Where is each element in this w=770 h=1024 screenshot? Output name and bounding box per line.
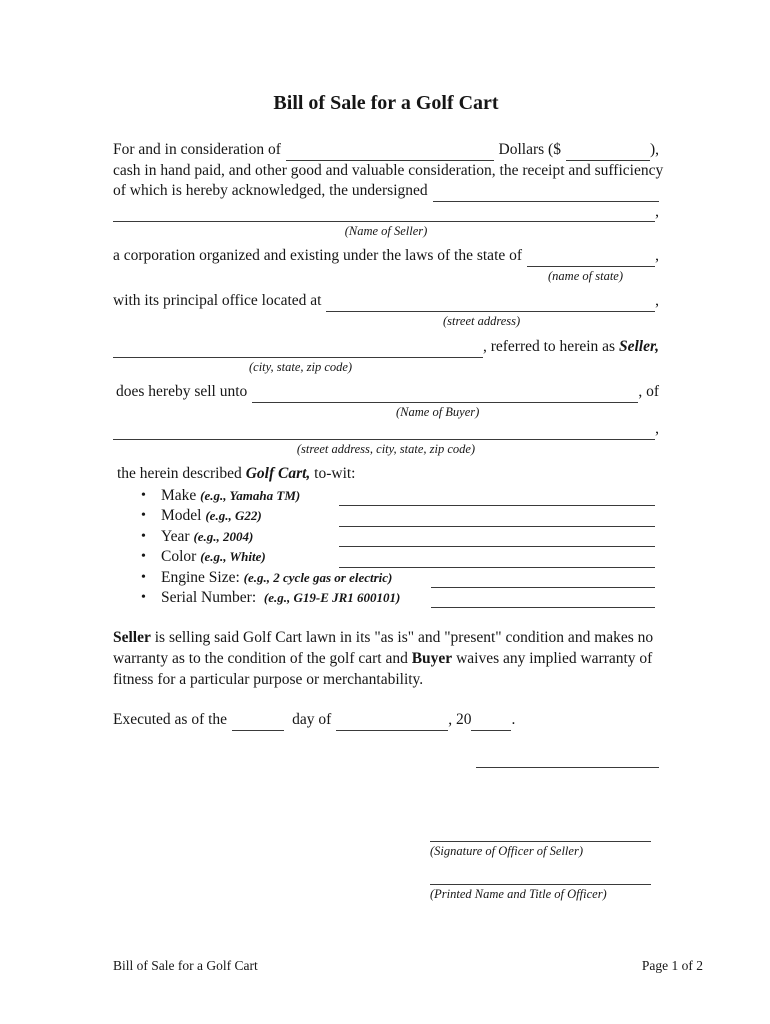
item-example: (e.g., 2004): [193, 528, 254, 544]
buyer-term: Buyer: [411, 650, 453, 667]
model-blank: [339, 522, 655, 527]
golf-cart-term: Golf Cart,: [245, 465, 311, 482]
year-prefix: , 20: [448, 711, 472, 728]
item-example: (e.g., Yamaha TM): [200, 487, 301, 503]
sale-section: [113, 382, 659, 420]
seller-name-line: [113, 202, 659, 223]
warranty-text-1: is selling said Golf Cart lawn in its "as is" and "present" condition and makes no warranty as to the condition of the golf cart and: [113, 629, 654, 667]
page-title: Bill of Sale for a Golf Cart: [273, 92, 499, 114]
document-content: [113, 0, 664, 1024]
described-pre: the herein described: [117, 465, 246, 482]
buyer-address-blank: [113, 435, 655, 440]
of-suffix: , of: [638, 383, 659, 400]
warranty-paragraph: [113, 627, 659, 690]
bullet-icon: [141, 567, 161, 588]
day-of-text: day of: [292, 711, 332, 728]
officer-name-caption: (Printed Name and Title of Officer): [430, 887, 607, 901]
officer-signature-blank: [430, 832, 651, 842]
list-item-color: [113, 547, 659, 567]
month-blank: [336, 726, 448, 731]
comma: ,: [655, 247, 659, 264]
bullet-icon: [141, 546, 161, 567]
item-name: Model: [161, 507, 206, 525]
buyer-line: [113, 382, 659, 403]
comma: ,: [655, 292, 659, 309]
item-example: (e.g., G19-E JR1 600101): [263, 589, 401, 605]
item-name: Color: [161, 548, 201, 566]
referred-text: , referred to herein as: [482, 338, 619, 355]
undersigned-line: [113, 181, 659, 202]
office-line: [113, 291, 659, 312]
street-address-caption: (street address): [443, 313, 521, 328]
item-name: Year: [161, 527, 194, 545]
sell-unto-text: does hereby sell unto: [116, 383, 248, 400]
undersigned-text: of which is hereby acknowledged, the undersigned: [113, 182, 428, 200]
item-label: [161, 506, 339, 526]
day-blank: [232, 726, 284, 731]
seller-name-caption: (Name of Seller): [344, 224, 428, 239]
list-item-model: [113, 506, 659, 526]
year-blank: [339, 542, 655, 547]
item-label: [161, 527, 339, 547]
officer-signature-block: [430, 832, 651, 859]
golf-cart-details-list: [113, 486, 659, 608]
dollars-close: ),: [649, 141, 659, 158]
page-footer: [113, 958, 703, 974]
seller-ref-section: [113, 337, 659, 375]
item-label: [161, 568, 431, 588]
warranty-text-2: waives any implied warranty of fitness for a particular purpose or merchantability.: [113, 650, 653, 688]
item-example: (e.g., G22): [205, 508, 262, 524]
footer-document-title: Bill of Sale for a Golf Cart: [113, 958, 258, 973]
office-section: [113, 291, 659, 329]
consideration-line-2: [113, 161, 664, 182]
state-blank: [527, 262, 655, 267]
dollars-label: Dollars ($: [498, 141, 561, 158]
period: .: [511, 711, 516, 728]
bullet-icon: [141, 505, 161, 526]
corporation-text: a corporation organized and existing under the laws of the state of: [113, 247, 523, 264]
corporation-section: [113, 246, 659, 284]
described-line: [113, 464, 659, 485]
serial-number-blank: [431, 603, 655, 608]
buyer-address-section: [113, 419, 659, 457]
officer-name-block: [430, 875, 651, 902]
city-state-zip-blank: [113, 353, 483, 358]
undersigned-blank: [433, 197, 659, 202]
bullet-icon: [141, 587, 161, 608]
buyer-name-caption: (Name of Buyer): [396, 404, 480, 419]
seller-term: Seller,: [618, 338, 659, 355]
list-item-make: [113, 486, 659, 506]
executed-text: Executed as of the: [113, 711, 228, 728]
comma: ,: [655, 420, 659, 437]
comma: ,: [655, 202, 659, 220]
item-example: (e.g., White): [200, 549, 266, 565]
list-item-serial-number: [113, 588, 659, 608]
seller-term: Seller: [113, 629, 151, 646]
item-label: [161, 588, 431, 608]
date-line-blank: [476, 758, 659, 768]
executed-line: [113, 710, 659, 731]
footer-page-number: Page 1 of 2: [641, 958, 703, 973]
consideration-text: For and in consideration of: [113, 141, 281, 158]
bullet-icon: [141, 485, 161, 506]
buyer-name-blank: [252, 398, 638, 403]
year-blank: [471, 726, 511, 731]
consideration-text-2: cash in hand paid, and other good and valuable consideration, the receipt and sufficiency: [113, 161, 664, 179]
intro-paragraph: [113, 140, 664, 239]
city-state-zip-caption: (city, state, zip code): [249, 359, 353, 374]
buyer-address-line: [113, 419, 659, 440]
street-address-blank: [326, 307, 655, 312]
item-name: Engine Size:: [161, 568, 244, 586]
make-blank: [339, 501, 655, 506]
item-name: Make: [161, 486, 201, 504]
list-item-year: [113, 527, 659, 547]
city-line: [113, 337, 659, 358]
state-caption: (name of state): [548, 268, 623, 283]
described-post: to-wit:: [310, 465, 356, 482]
seller-name-blank: [113, 217, 655, 222]
officer-signature-caption: (Signature of Officer of Seller): [430, 844, 583, 858]
state-line: [113, 246, 659, 267]
buyer-address-caption: (street address, city, state, zip code): [296, 441, 476, 456]
item-label: [161, 486, 339, 506]
officer-name-blank: [430, 875, 651, 885]
consideration-line: [113, 140, 659, 161]
item-label: [161, 547, 339, 567]
bullet-icon: [141, 526, 161, 547]
list-item-engine-size: [113, 568, 659, 588]
office-text: with its principal office located at: [113, 292, 322, 309]
item-example: (e.g., 2 cycle gas or electric): [243, 569, 393, 585]
engine-size-blank: [431, 583, 655, 588]
item-name: Serial Number:: [161, 588, 264, 606]
